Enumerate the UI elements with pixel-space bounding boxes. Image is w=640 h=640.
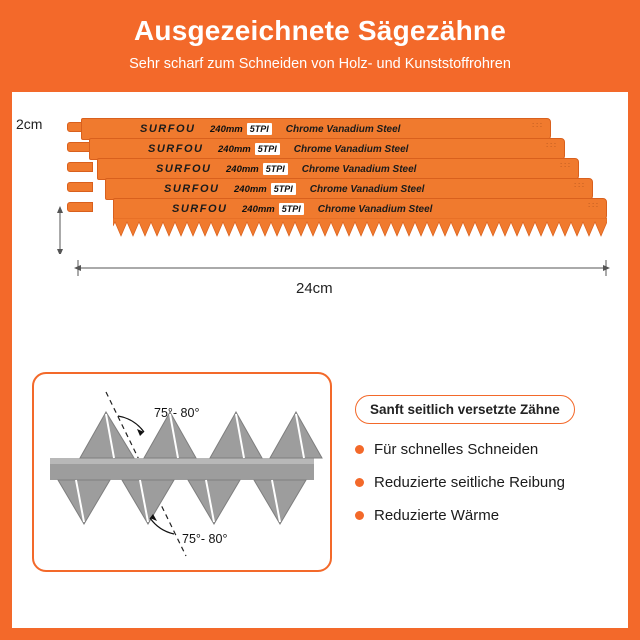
blade-material-label: Chrome Vanadium Steel [309, 183, 425, 195]
blade-material-label: Chrome Vanadium Steel [317, 203, 433, 215]
blade-tpi-badge: 5TPI [263, 163, 288, 175]
blade-brand-label: SURFOU [140, 123, 196, 135]
blade-length-label: 240mm [210, 123, 243, 135]
header-banner [0, 0, 640, 92]
blade-material-label: Chrome Vanadium Steel [293, 143, 409, 155]
saw-blade [97, 158, 579, 180]
blade-brand-label: SURFOU [156, 163, 212, 175]
blade-length-label: 240mm [226, 163, 259, 175]
frame-border-right [628, 0, 640, 640]
saw-blade [81, 118, 551, 140]
bullet-dot-icon [355, 445, 364, 454]
blade-tpi-badge: 5TPI [247, 123, 272, 135]
saw-blade [105, 178, 593, 200]
height-dimension-label: 2cm [16, 116, 43, 132]
tooth-geometry-diagram [32, 372, 332, 572]
blade-tpi-badge: 5TPI [271, 183, 296, 195]
angle-label-top: 75°- 80° [154, 406, 200, 420]
blade-tpi-badge: 5TPI [279, 203, 304, 215]
list-item [355, 473, 615, 492]
saw-blade [113, 198, 607, 220]
page-title: Ausgezeichnete Sägezähne [133, 15, 507, 46]
features-title-badge: Sanft seitlich versetzte Zähne [355, 395, 575, 424]
blade-tpi-badge: 5TPI [255, 143, 280, 155]
blade-hole-dots: ::: [588, 202, 600, 209]
bullet-dot-icon [355, 511, 364, 520]
angle-label-bottom: 75°- 80° [182, 532, 228, 546]
blade-hole-dots: ::: [546, 142, 558, 149]
features-list [355, 440, 615, 539]
saw-blade [89, 138, 565, 160]
frame-border-left [0, 0, 12, 640]
length-dimension-arrow [72, 258, 612, 278]
blade-hole-dots: ::: [532, 122, 544, 129]
blade-brand-label: SURFOU [164, 183, 220, 195]
blade-length-label: 240mm [234, 183, 267, 195]
feature-text: Reduzierte seitliche Reibung [374, 474, 565, 491]
blade-material-label: Chrome Vanadium Steel [285, 123, 401, 135]
blade-length-label: 240mm [242, 203, 275, 215]
saw-teeth [113, 218, 607, 240]
blade-tang [67, 202, 93, 212]
feature-text: Reduzierte Wärme [374, 507, 500, 524]
blade-tang [67, 162, 93, 172]
blade-brand-label: SURFOU [172, 203, 228, 215]
blade-hole-dots: ::: [574, 182, 586, 189]
frame-border-bottom [0, 628, 640, 640]
list-item [355, 440, 615, 459]
bullet-dot-icon [355, 478, 364, 487]
length-dimension-label: 24cm [296, 280, 333, 297]
blade-length-label: 240mm [218, 143, 251, 155]
list-item [355, 506, 615, 525]
height-dimension-arrow [32, 204, 72, 254]
blade-brand-label: SURFOU [148, 143, 204, 155]
page-subtitle: Sehr scharf zum Schneiden von Holz- und Kunststoffrohren [129, 56, 511, 72]
feature-text: Für schnelles Schneiden [374, 441, 539, 458]
blades-illustration [12, 100, 628, 310]
blade-stack [67, 118, 607, 243]
blade-material-label: Chrome Vanadium Steel [301, 163, 417, 175]
blade-hole-dots: ::: [560, 162, 572, 169]
blade-tang [67, 182, 93, 192]
